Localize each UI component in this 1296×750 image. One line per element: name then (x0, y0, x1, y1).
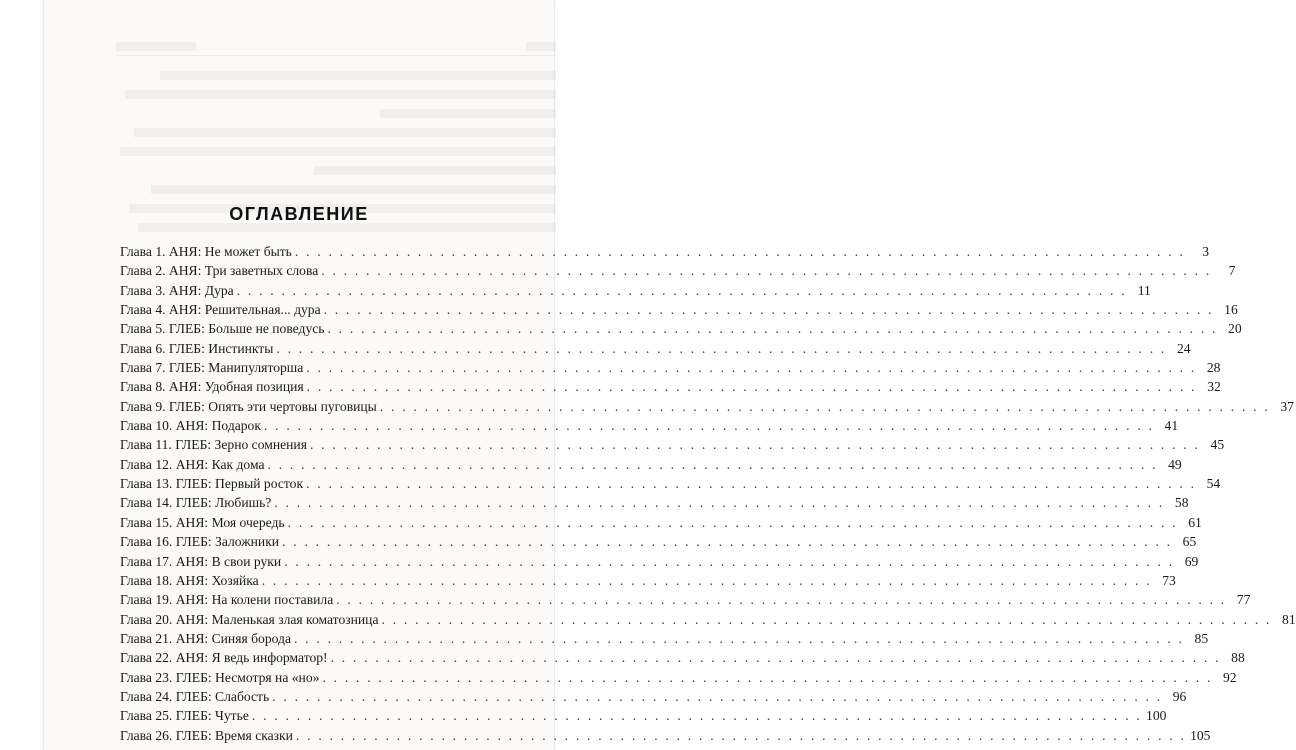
toc-entry-page-number: 73 (1162, 572, 1176, 588)
toc-dot-leader (336, 590, 1226, 609)
toc-dot-leader (284, 552, 1174, 571)
toc-entry-title: Глава 22. АНЯ: Я ведь информатор! (120, 650, 328, 666)
toc-dot-leader (331, 648, 1221, 667)
toc-entry (120, 532, 1197, 551)
toc-dot-leader (295, 242, 1185, 261)
toc-entry-title: Глава 10. АНЯ: Подарок (120, 418, 261, 434)
toc-entry-page-number: 28 (1206, 360, 1221, 376)
toc-entry-page-number: 105 (1190, 727, 1211, 743)
toc-entry (120, 610, 1296, 629)
toc-dot-leader (272, 687, 1162, 706)
toc-entry-title: Глава 6. ГЛЕБ: Инстинкты (120, 340, 274, 356)
toc-entry (120, 706, 1167, 725)
toc-heading: ОГЛАВЛЕНИЕ (229, 204, 369, 224)
toc-entry-page-number: 58 (1174, 495, 1189, 511)
table-of-contents (120, 242, 1296, 745)
toc-entry-title: Глава 1. АНЯ: Не может быть (120, 244, 292, 259)
toc-entry-page-number: 3 (1202, 244, 1210, 259)
toc-entry-page-number: 88 (1231, 650, 1245, 666)
toc-entry-title: Глава 7. ГЛЕБ: Манипуляторша (120, 360, 304, 376)
toc-dot-leader (324, 300, 1214, 319)
toc-entry (120, 281, 1151, 300)
toc-entry (120, 590, 1251, 609)
toc-dot-leader (327, 319, 1217, 338)
toc-entry-title: Глава 17. АНЯ: В свои руки (120, 553, 282, 569)
toc-dot-leader (321, 261, 1211, 280)
toc-entry-title: Глава 9. ГЛЕБ: Опять эти чертовы пуговицы (120, 398, 377, 414)
toc-dot-leader (268, 455, 1158, 474)
toc-dot-leader (296, 726, 1186, 745)
toc-entry-title: Глава 8. АНЯ: Удобная позиция (120, 379, 304, 395)
toc-dot-leader (306, 358, 1196, 377)
toc-entry-title: Глава 11. ГЛЕБ: Зерно сомнения (120, 437, 307, 453)
toc-entry (120, 242, 1210, 261)
toc-entry-title: Глава 16. ГЛЕБ: Заложники (120, 534, 280, 550)
toc-entry-page-number: 24 (1176, 340, 1191, 356)
toc-dot-leader (380, 397, 1270, 416)
toc-dot-leader (264, 416, 1154, 435)
toc-dot-leader (288, 513, 1178, 532)
toc-entry-page-number: 41 (1164, 418, 1179, 434)
toc-entry-page-number: 32 (1207, 379, 1221, 395)
toc-dot-leader (282, 532, 1172, 551)
toc-entry-page-number: 11 (1137, 282, 1151, 298)
toc-entry (120, 435, 1225, 454)
toc-entry-title: Глава 2. АНЯ: Три заветных слова (120, 263, 319, 279)
toc-entry-title: Глава 23. ГЛЕБ: Несмотря на «но» (120, 669, 320, 685)
book-page (44, 0, 1296, 750)
toc-entry (120, 397, 1294, 416)
toc-dot-leader (294, 629, 1184, 648)
toc-entry-page-number: 81 (1282, 611, 1296, 627)
toc-entry (120, 261, 1236, 280)
toc-entry (120, 726, 1211, 745)
toc-entry-title: Глава 4. АНЯ: Решительная... дура (120, 302, 321, 318)
toc-entry-title: Глава 13. ГЛЕБ: Первый росток (120, 476, 304, 492)
toc-entry (120, 319, 1242, 338)
toc-entry-page-number: 45 (1210, 437, 1225, 453)
toc-entry (120, 687, 1187, 706)
toc-dot-leader (306, 474, 1196, 493)
toc-entry (120, 474, 1221, 493)
toc-entry (120, 552, 1199, 571)
toc-entry-page-number: 61 (1188, 514, 1202, 530)
toc-entry-page-number: 65 (1182, 534, 1197, 550)
toc-entry-title: Глава 24. ГЛЕБ: Слабость (120, 688, 270, 704)
toc-entry-title: Глава 14. ГЛЕБ: Любишь? (120, 495, 272, 511)
toc-dot-leader (276, 339, 1166, 358)
toc-entry (120, 668, 1237, 687)
toc-dot-leader (262, 571, 1152, 590)
toc-entry (120, 648, 1245, 667)
toc-entry (120, 300, 1238, 319)
toc-dot-leader (310, 435, 1200, 454)
toc-entry-page-number: 69 (1184, 553, 1199, 569)
toc-entry-title: Глава 26. ГЛЕБ: Время сказки (120, 727, 293, 743)
toc-entry-page-number: 77 (1236, 592, 1251, 608)
toc-entry (120, 493, 1189, 512)
toc-entry (120, 358, 1221, 377)
toc-entry-page-number: 92 (1223, 669, 1237, 685)
toc-entry-title: Глава 5. ГЛЕБ: Больше не поведусь (120, 321, 325, 337)
toc-entry (120, 571, 1176, 590)
toc-entry-page-number: 54 (1206, 476, 1221, 492)
toc-entry (120, 377, 1221, 396)
toc-entry-page-number: 100 (1146, 708, 1167, 724)
toc-entry-title: Глава 21. АНЯ: Синяя борода (120, 630, 291, 646)
toc-entry (120, 416, 1179, 435)
toc-entry-page-number: 16 (1224, 302, 1238, 318)
toc-entry-title: Глава 15. АНЯ: Моя очередь (120, 514, 285, 530)
toc-entry-title: Глава 19. АНЯ: На колени поставила (120, 592, 334, 608)
toc-dot-leader (274, 493, 1164, 512)
toc-entry (120, 455, 1182, 474)
toc-entry-title: Глава 12. АНЯ: Как дома (120, 456, 265, 472)
toc-dot-leader (307, 377, 1197, 396)
bleed-through-header (116, 42, 556, 56)
toc-entry-page-number: 20 (1228, 321, 1242, 337)
toc-entry-title: Глава 20. АНЯ: Маленькая злая коматозница (120, 611, 379, 627)
toc-entry-page-number: 7 (1228, 263, 1236, 279)
toc-entry-page-number: 85 (1194, 630, 1209, 646)
toc-dot-leader (237, 281, 1127, 300)
toc-entry-page-number: 37 (1280, 398, 1294, 414)
toc-entry-title: Глава 3. АНЯ: Дура (120, 282, 234, 298)
toc-entry-page-number: 49 (1168, 456, 1182, 472)
toc-entry (120, 629, 1209, 648)
toc-entry-title: Глава 25. ГЛЕБ: Чутье (120, 708, 249, 724)
toc-dot-leader (322, 668, 1212, 687)
toc-dot-leader (381, 610, 1271, 629)
toc-entry (120, 339, 1191, 358)
toc-dot-leader (252, 706, 1142, 725)
toc-entry-title: Глава 18. АНЯ: Хозяйка (120, 572, 259, 588)
toc-entry-page-number: 96 (1172, 688, 1187, 704)
toc-entry (120, 513, 1202, 532)
